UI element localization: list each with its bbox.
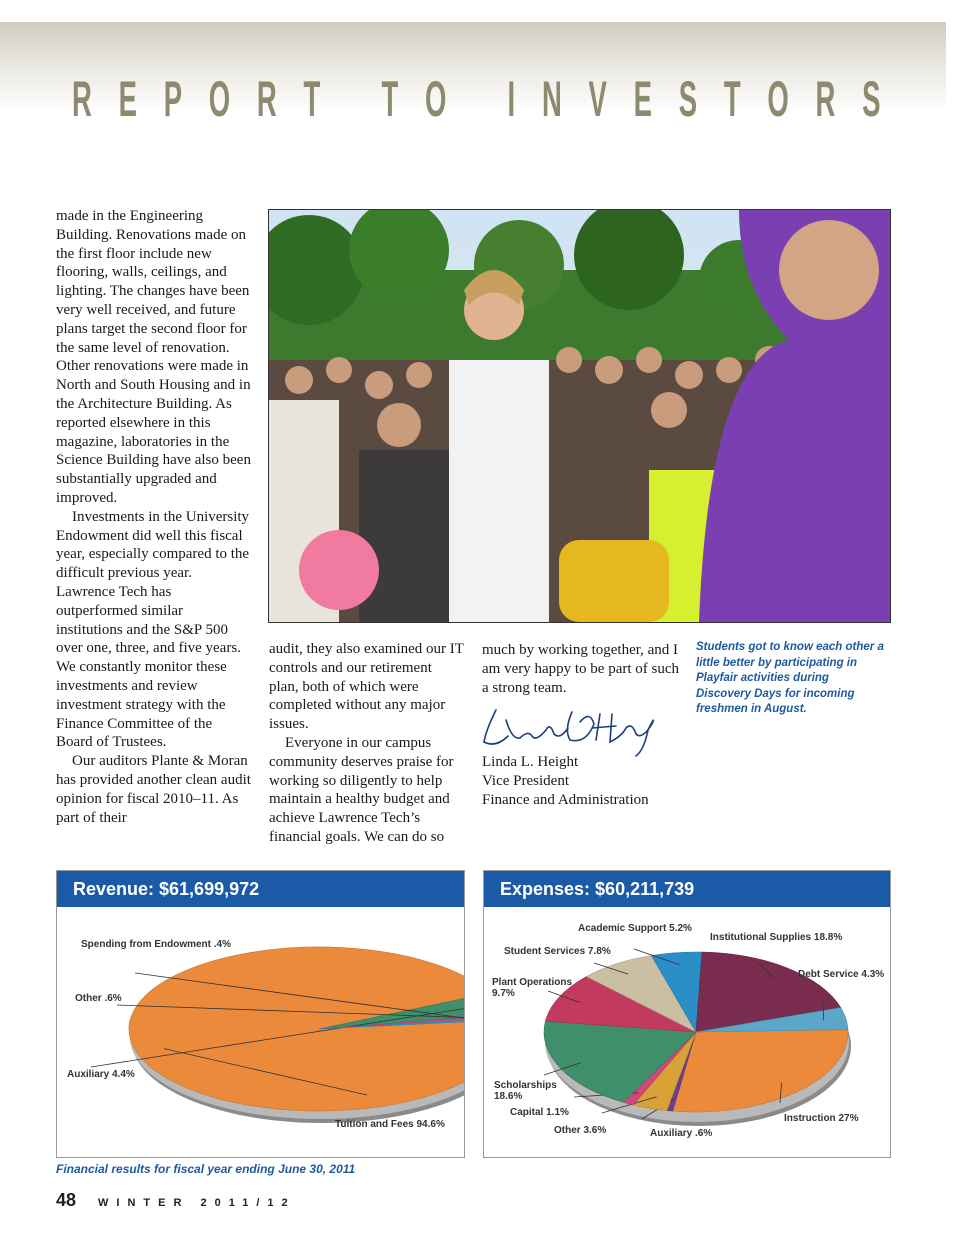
text-column-3 bbox=[482, 641, 680, 697]
paragraph: Our auditors Plante & Moran has provided another clean audit opinion for fiscal 2010–11. As part of their bbox=[56, 753, 251, 826]
signer-block bbox=[482, 753, 649, 810]
title-letter: S bbox=[678, 71, 698, 127]
title-letter: T bbox=[723, 71, 741, 127]
paragraph: much by working together, and I am very happy to be part of such a strong team. bbox=[482, 642, 680, 696]
slice-label: 18.6% bbox=[494, 1091, 523, 1102]
title-letter: T bbox=[381, 71, 399, 127]
signature bbox=[476, 700, 666, 758]
page-footer bbox=[56, 1190, 296, 1211]
title-letter: P bbox=[163, 71, 183, 127]
slice-label: Other .6% bbox=[75, 993, 122, 1004]
expenses-chart bbox=[483, 870, 891, 1158]
title-letter: O bbox=[208, 71, 231, 127]
paragraph: Investments in the University Endowment did well this fiscal year, especially compared to the difficult previous year. Lawrence Tech has outperformed similar institutions and the S&P 500 over one, three, and five years. We constantly monitor these investments and review investment strategy with the Finance Committee of the Board of Trustees. bbox=[56, 508, 250, 751]
page-number: 48 bbox=[56, 1190, 77, 1210]
paragraph: audit, they also examined our IT controls and our retirement plan, both of which were completed without any major issues. bbox=[269, 641, 464, 733]
expenses-chart-title: Expenses: $60,211,739 bbox=[484, 871, 890, 907]
pie-slice bbox=[673, 1030, 848, 1112]
signer-name: Linda L. Height bbox=[482, 754, 579, 770]
title-letter: I bbox=[507, 71, 516, 127]
title-letter: N bbox=[541, 71, 562, 127]
title-letter: T bbox=[303, 71, 321, 127]
slice-label: Institutional Supplies 18.8% bbox=[710, 932, 843, 943]
section-title bbox=[72, 70, 881, 128]
title-letter: O bbox=[425, 71, 447, 127]
revenue-chart-title: Revenue: $61,699,972 bbox=[57, 871, 464, 907]
revenue-chart bbox=[56, 870, 465, 1158]
signer-title: Vice President bbox=[482, 773, 569, 789]
slice-label: Tuition and Fees 94.6% bbox=[335, 1119, 445, 1130]
slice-label: Capital 1.1% bbox=[510, 1107, 569, 1118]
financial-caption: Financial results for fiscal year ending June 30, 2011 bbox=[56, 1162, 356, 1176]
title-letter: R bbox=[815, 71, 836, 127]
slice-label: Auxiliary 4.4% bbox=[67, 1069, 135, 1080]
text-column-1 bbox=[56, 207, 252, 827]
slice-label: Debt Service 4.3% bbox=[798, 969, 885, 980]
slice-label: 9.7% bbox=[492, 988, 515, 999]
slice-label: Spending from Endowment .4% bbox=[81, 939, 232, 950]
title-letter: R bbox=[72, 71, 92, 127]
paragraph: Everyone in our campus community deserves praise for working so diligently to help maintain a healthy budget and achieve Lawrence Tech’s financial goals. We can do so bbox=[269, 734, 454, 845]
issue-label: WINTER 2011/12 bbox=[98, 1197, 296, 1209]
slice-label: Scholarships bbox=[494, 1080, 557, 1091]
title-letter: E bbox=[118, 71, 137, 127]
students-photo bbox=[268, 209, 891, 623]
title-letter: S bbox=[862, 71, 881, 127]
title-letter bbox=[473, 70, 481, 128]
slice-label: Auxiliary .6% bbox=[650, 1128, 713, 1139]
photo-caption: Students got to know each other a little better by participating in Playfair activities during Discovery Days for incoming freshmen in August. bbox=[696, 641, 884, 715]
slice-label: Academic Support 5.2% bbox=[578, 923, 692, 934]
slice-label: Plant Operations bbox=[492, 977, 573, 988]
paragraph: made in the Engineering Building. Renovations made on the first floor include new flooring, walls, ceilings, and lighting. The changes have been very well received, and future plans target the second floor for the same level of renovation. Other renovations were made in North and South Housing and in the Architecture Building. As reported elsewhere in this magazine, laboratories in the Science Building have also been substantially upgraded and improved. bbox=[56, 208, 251, 506]
text-column-2 bbox=[269, 640, 465, 847]
slice-label: Student Services 7.8% bbox=[504, 946, 611, 957]
slice-label: Other 3.6% bbox=[554, 1125, 607, 1136]
title-letter: O bbox=[767, 71, 789, 127]
slice-label: Instruction 27% bbox=[784, 1113, 859, 1124]
signer-department: Finance and Administration bbox=[482, 792, 649, 808]
title-letter: V bbox=[588, 71, 607, 127]
title-letter: E bbox=[633, 71, 652, 127]
title-letter: R bbox=[256, 71, 277, 127]
title-letter bbox=[347, 70, 355, 128]
